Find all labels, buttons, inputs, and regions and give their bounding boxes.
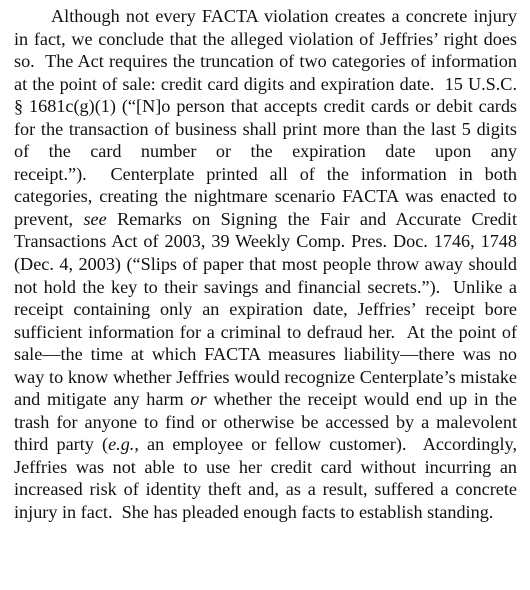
italic-emphasis-or: or bbox=[190, 389, 207, 410]
text-run: Remarks on Signing the Fair and Accurate Credit Transactions Act of 2003, 39 Weekly Comp. Pres. Doc. 1746, 1748 (Dec. 4, 2003) (“Slips of paper that most people throw away should not hold the key to their savings and financial secrets.”). Unlike a receipt containing only an expiration date, Jeffries’ receipt bore sufficient information for a criminal to defraud her. At the point of sale—the time at which FACTA measures liability—there was no way to know whether Jeffries would recognize Centerplate’s mistake and mitigate any harm bbox=[14, 208, 517, 410]
opinion-paragraph bbox=[14, 5, 517, 524]
italic-signal-see: see bbox=[83, 208, 107, 229]
text-run: whether the receipt would end up in the trash for anyone to find or otherwise be accessed by a malevolent third party ( bbox=[14, 389, 517, 455]
text-run: , an employee or fellow customer). Accordingly, Jeffries was not able to use her credit card without incurring an increased risk of identity theft and, as a result, suffered a concrete injury in fact. She has pleaded enough facts to establish standing. bbox=[14, 434, 518, 523]
italic-eg: e.g. bbox=[108, 434, 135, 455]
text-run: Although not every FACTA violation creates a concrete injury in fact, we conclude that the alleged violation of Jeffries’ right does so. The Act requires the truncation of two categories of information at the point of sale: credit card digits and expiration date. 15 U.S.C. § 1681c(g)(1) (“[N]o person that accepts credit cards or debit cards for the transaction of business shall print more than the last 5 digits of the card number or the expiration date upon any receipt.”). Centerplate printed all of the information in both categories, creating the nightmare scenario FACTA was enacted to prevent, bbox=[14, 6, 517, 229]
